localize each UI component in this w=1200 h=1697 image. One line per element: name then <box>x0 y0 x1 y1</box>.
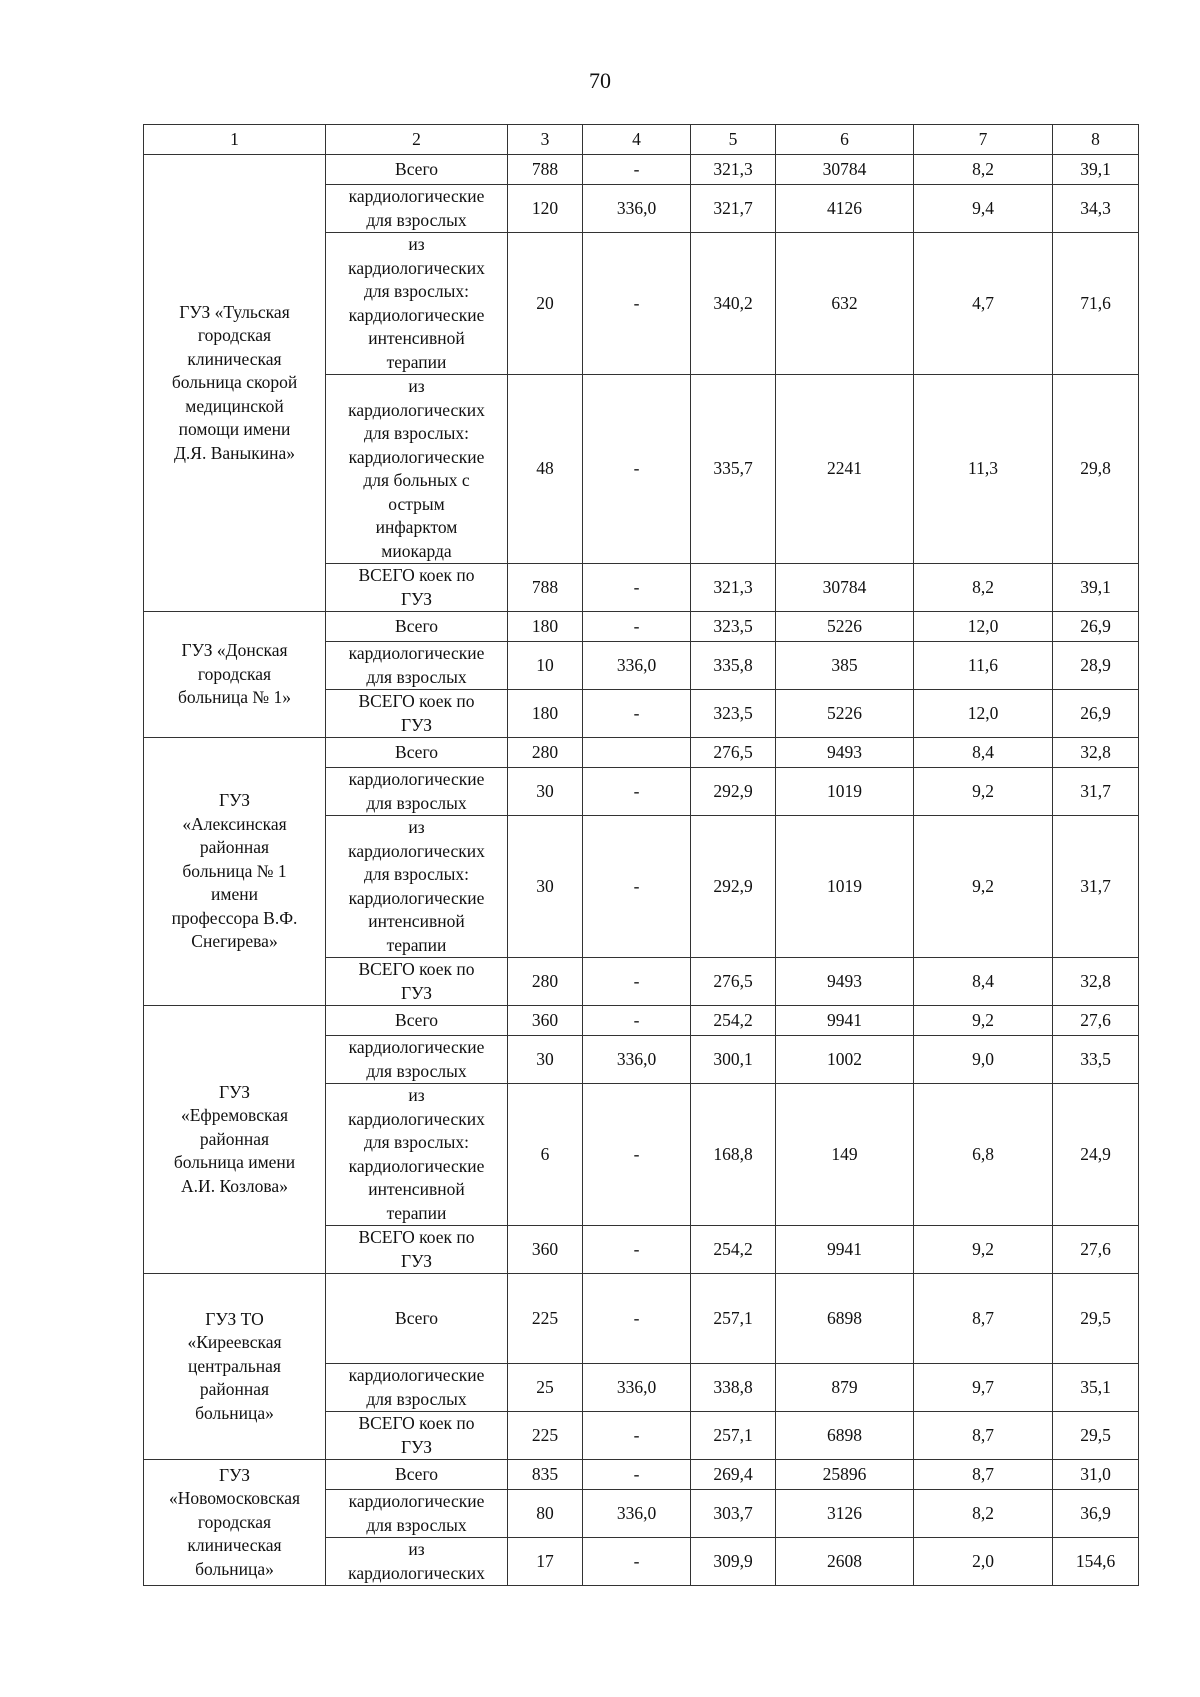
column-number: 5 <box>691 125 776 155</box>
value-cell: 12,0 <box>914 690 1053 738</box>
bed-profile-line: ВСЕГО коек по <box>358 691 475 711</box>
value-cell: 280 <box>508 958 583 1006</box>
bed-profile-line: Всего <box>395 741 438 762</box>
bed-profile-line: интенсивной <box>368 328 465 348</box>
organization-name-line: городская <box>197 663 272 684</box>
bed-profile-line: ГУЗ <box>400 982 433 1003</box>
column-number: 2 <box>326 125 508 155</box>
value-cell: 168,8 <box>691 1084 776 1226</box>
bed-profile-line: кардиологические <box>348 1037 485 1057</box>
beds-table <box>143 124 1139 1586</box>
value-cell: 257,1 <box>691 1274 776 1364</box>
bed-profile-line: кардиологические <box>348 1155 485 1176</box>
bed-profile-line: интенсивной <box>368 1179 465 1199</box>
bed-profile-line: ГУЗ <box>400 588 433 609</box>
table-row <box>144 612 1139 642</box>
value-cell: 17 <box>508 1538 583 1586</box>
bed-profile <box>326 233 508 375</box>
value-cell: 5226 <box>776 690 914 738</box>
organization-name-line: «Киреевская <box>187 1332 282 1353</box>
bed-profile <box>326 1226 508 1274</box>
organization-name-line: больница скорой <box>171 372 298 393</box>
organization-name <box>144 1274 326 1460</box>
value-cell: 8,2 <box>914 1490 1053 1538</box>
bed-profile-line: кардиологические <box>348 304 485 325</box>
table-row <box>144 1006 1139 1036</box>
bed-profile <box>326 1460 508 1490</box>
value-cell: 4126 <box>776 185 914 233</box>
bed-profile-line: из <box>408 817 425 837</box>
bed-profile <box>326 1274 508 1364</box>
value-cell: 1002 <box>776 1036 914 1084</box>
value-cell: 8,7 <box>914 1274 1053 1364</box>
table-row <box>144 1274 1139 1364</box>
value-cell: - <box>583 1538 691 1586</box>
organization-name-line: имени <box>211 884 258 905</box>
value-cell: 879 <box>776 1364 914 1412</box>
organization-name-line: больница № 1 <box>182 860 287 881</box>
value-cell: 6,8 <box>914 1084 1053 1226</box>
value-cell: 34,3 <box>1053 185 1139 233</box>
value-cell: 9941 <box>776 1006 914 1036</box>
value-cell: 29,5 <box>1053 1412 1139 1460</box>
organization-name-line: клиническая <box>187 1535 282 1556</box>
value-cell: 10 <box>508 642 583 690</box>
organization-name <box>144 612 326 738</box>
organization-name <box>144 1460 326 1586</box>
value-cell: 9493 <box>776 958 914 1006</box>
bed-profile-line: терапии <box>386 351 447 372</box>
value-cell: 30 <box>508 768 583 816</box>
organization-name-line: медицинской <box>185 395 284 416</box>
organization-name <box>144 1006 326 1274</box>
bed-profile-line: для взрослых: <box>363 423 470 443</box>
value-cell: - <box>583 612 691 642</box>
value-cell: - <box>583 816 691 958</box>
bed-profile-line: из <box>408 234 425 254</box>
value-cell: - <box>583 155 691 185</box>
bed-profile-line: Всего <box>395 1009 438 1030</box>
bed-profile <box>326 1538 508 1586</box>
table-row <box>144 1460 1139 1490</box>
organization-name-line: ГУЗ <box>218 1464 251 1485</box>
value-cell: 336,0 <box>583 185 691 233</box>
bed-profile-line: ГУЗ <box>400 1250 433 1271</box>
bed-profile <box>326 185 508 233</box>
value-cell: 321,7 <box>691 185 776 233</box>
bed-profile-line: кардиологические <box>348 887 485 908</box>
value-cell: 360 <box>508 1006 583 1036</box>
value-cell: 338,8 <box>691 1364 776 1412</box>
value-cell: 25 <box>508 1364 583 1412</box>
value-cell: 788 <box>508 155 583 185</box>
value-cell: 8,7 <box>914 1412 1053 1460</box>
bed-profile-line: острым <box>388 493 445 514</box>
value-cell: 360 <box>508 1226 583 1274</box>
value-cell: 269,4 <box>691 1460 776 1490</box>
bed-profile-line: кардиологические <box>348 1365 485 1385</box>
value-cell: 36,9 <box>1053 1490 1139 1538</box>
value-cell: 26,9 <box>1053 612 1139 642</box>
bed-profile-line: ВСЕГО коек по <box>358 959 475 979</box>
value-cell: 180 <box>508 612 583 642</box>
value-cell: 336,0 <box>583 1490 691 1538</box>
bed-profile <box>326 564 508 612</box>
table-row <box>144 155 1139 185</box>
bed-profile-line: для взрослых <box>366 1060 467 1081</box>
organization-name-line: ГУЗ <box>218 790 251 811</box>
value-cell: 35,1 <box>1053 1364 1139 1412</box>
bed-profile-line: из <box>408 1085 425 1105</box>
value-cell: 9493 <box>776 738 914 768</box>
value-cell: 39,1 <box>1053 155 1139 185</box>
organization-name-line: ГУЗ «Тульская <box>179 301 290 322</box>
bed-profile-line: ГУЗ <box>400 714 433 735</box>
value-cell: 28,9 <box>1053 642 1139 690</box>
value-cell: 30784 <box>776 155 914 185</box>
value-cell: 9,4 <box>914 185 1053 233</box>
value-cell: 323,5 <box>691 690 776 738</box>
bed-profile-line: терапии <box>386 934 447 955</box>
value-cell: - <box>583 564 691 612</box>
bed-profile-line: для взрослых: <box>363 1132 470 1152</box>
organization-name-line: ГУЗ ТО <box>205 1308 264 1329</box>
value-cell: 336,0 <box>583 1364 691 1412</box>
value-cell: 6 <box>508 1084 583 1226</box>
value-cell: 8,7 <box>914 1460 1053 1490</box>
value-cell: 9,7 <box>914 1364 1053 1412</box>
value-cell: - <box>583 1412 691 1460</box>
value-cell: 31,0 <box>1053 1460 1139 1490</box>
organization-name-line: «Алексинская <box>182 813 287 834</box>
value-cell: 9,2 <box>914 816 1053 958</box>
value-cell: 1019 <box>776 816 914 958</box>
value-cell: 8,4 <box>914 738 1053 768</box>
organization-name-line: больница № 1» <box>178 687 291 708</box>
bed-profile-line: для взрослых <box>366 666 467 687</box>
bed-profile <box>326 375 508 564</box>
organization-name-line: районная <box>199 1379 270 1400</box>
value-cell: 632 <box>776 233 914 375</box>
value-cell: 336,0 <box>583 1036 691 1084</box>
value-cell: 24,9 <box>1053 1084 1139 1226</box>
organization-name <box>144 155 326 612</box>
value-cell: 292,9 <box>691 768 776 816</box>
organization-name-line: помощи имени <box>178 419 291 440</box>
bed-profile <box>326 1490 508 1538</box>
value-cell: - <box>583 768 691 816</box>
bed-profile <box>326 958 508 1006</box>
value-cell: 276,5 <box>691 958 776 1006</box>
bed-profile <box>326 1006 508 1036</box>
table-body <box>144 125 1139 1586</box>
header-row <box>144 125 1139 155</box>
bed-profile <box>326 612 508 642</box>
value-cell <box>583 738 691 768</box>
bed-profile-line: Всего <box>395 158 438 179</box>
organization-name-line: клиническая <box>187 348 282 369</box>
value-cell: 120 <box>508 185 583 233</box>
bed-profile-line: Всего <box>395 1307 438 1328</box>
value-cell: - <box>583 1274 691 1364</box>
bed-profile-line: для больных с <box>363 470 470 490</box>
bed-profile <box>326 738 508 768</box>
bed-profile-line: Всего <box>395 615 438 636</box>
bed-profile-line: ГУЗ <box>400 1436 433 1457</box>
bed-profile-line: из <box>408 376 425 396</box>
column-number: 3 <box>508 125 583 155</box>
value-cell: 9941 <box>776 1226 914 1274</box>
value-cell: 835 <box>508 1460 583 1490</box>
value-cell: 2608 <box>776 1538 914 1586</box>
value-cell: 11,3 <box>914 375 1053 564</box>
page-number: 70 <box>589 68 611 93</box>
organization-name-line: ГУЗ <box>218 1081 251 1102</box>
organization-name-line: районная <box>199 1128 270 1149</box>
bed-profile-line: кардиологических <box>348 257 485 278</box>
bed-profile-line: кардиологических <box>348 840 485 861</box>
organization-name-line: городская <box>197 1511 272 1532</box>
bed-profile-line: интенсивной <box>368 911 465 931</box>
bed-profile-line: кардиологических <box>348 399 485 420</box>
value-cell: 80 <box>508 1490 583 1538</box>
bed-profile-line: кардиологические <box>348 446 485 467</box>
value-cell: 300,1 <box>691 1036 776 1084</box>
organization-name-line: «Ефремовская <box>180 1105 289 1126</box>
value-cell: 385 <box>776 642 914 690</box>
value-cell: 303,7 <box>691 1490 776 1538</box>
bed-profile <box>326 768 508 816</box>
column-number: 8 <box>1053 125 1139 155</box>
value-cell: 25896 <box>776 1460 914 1490</box>
value-cell: 33,5 <box>1053 1036 1139 1084</box>
organization-name-line: центральная <box>188 1355 281 1376</box>
bed-profile-line: для взрослых: <box>363 864 470 884</box>
organization-name-line: больница» <box>195 1558 274 1579</box>
value-cell: 4,7 <box>914 233 1053 375</box>
organization-name-line: больница» <box>195 1402 274 1423</box>
organization-name-line: «Новомосковская <box>168 1488 301 1509</box>
organization-name-line: ГУЗ «Донская <box>181 640 288 661</box>
value-cell: 12,0 <box>914 612 1053 642</box>
bed-profile-line: из <box>408 1539 425 1559</box>
organization-name-line: профессора В.Ф. <box>171 907 298 928</box>
value-cell: 29,8 <box>1053 375 1139 564</box>
value-cell: 30 <box>508 1036 583 1084</box>
value-cell: 26,9 <box>1053 690 1139 738</box>
value-cell: - <box>583 690 691 738</box>
value-cell: 32,8 <box>1053 738 1139 768</box>
value-cell: 280 <box>508 738 583 768</box>
value-cell: 321,3 <box>691 155 776 185</box>
value-cell: 276,5 <box>691 738 776 768</box>
bed-profile-line: терапии <box>386 1202 447 1223</box>
value-cell: 2241 <box>776 375 914 564</box>
organization-name <box>144 738 326 1006</box>
value-cell: 309,9 <box>691 1538 776 1586</box>
value-cell: 340,2 <box>691 233 776 375</box>
bed-profile <box>326 816 508 958</box>
value-cell: 225 <box>508 1274 583 1364</box>
bed-profile-line: миокарда <box>381 540 452 561</box>
organization-name-line: А.И. Козлова» <box>181 1175 288 1196</box>
bed-profile-line: кардиологических <box>348 1562 485 1583</box>
value-cell: 9,2 <box>914 768 1053 816</box>
organization-name-line: больница имени <box>173 1152 296 1173</box>
value-cell: - <box>583 1084 691 1226</box>
value-cell: - <box>583 1226 691 1274</box>
value-cell: - <box>583 1460 691 1490</box>
value-cell: 292,9 <box>691 816 776 958</box>
bed-profile-line: кардиологические <box>348 186 485 206</box>
bed-profile <box>326 642 508 690</box>
bed-profile <box>326 1036 508 1084</box>
bed-profile-line: инфарктом <box>375 517 458 537</box>
bed-profile-line: ВСЕГО коек по <box>358 1227 475 1247</box>
value-cell: 1019 <box>776 768 914 816</box>
value-cell: 31,7 <box>1053 816 1139 958</box>
column-number: 4 <box>583 125 691 155</box>
value-cell: 335,8 <box>691 642 776 690</box>
bed-profile-line: ВСЕГО коек по <box>358 565 475 585</box>
bed-profile-line: ВСЕГО коек по <box>358 1413 475 1433</box>
organization-name-line: городская <box>197 325 272 346</box>
value-cell: 29,5 <box>1053 1274 1139 1364</box>
value-cell: 149 <box>776 1084 914 1226</box>
bed-profile <box>326 155 508 185</box>
organization-name-line: Д.Я. Ваныкина» <box>173 442 296 463</box>
bed-profile <box>326 690 508 738</box>
bed-profile-line: для взрослых <box>366 1388 467 1409</box>
value-cell: 225 <box>508 1412 583 1460</box>
value-cell: 336,0 <box>583 642 691 690</box>
bed-profile-line: Всего <box>395 1463 438 1484</box>
value-cell: 180 <box>508 690 583 738</box>
value-cell: 30 <box>508 816 583 958</box>
value-cell: 8,2 <box>914 564 1053 612</box>
column-number: 6 <box>776 125 914 155</box>
value-cell: 30784 <box>776 564 914 612</box>
organization-name-line: районная <box>199 837 270 858</box>
value-cell: 8,4 <box>914 958 1053 1006</box>
value-cell: 32,8 <box>1053 958 1139 1006</box>
bed-profile-line: кардиологических <box>348 1108 485 1129</box>
value-cell: 335,7 <box>691 375 776 564</box>
bed-profile-line: для взрослых: <box>363 281 470 301</box>
value-cell: 20 <box>508 233 583 375</box>
value-cell: 9,0 <box>914 1036 1053 1084</box>
value-cell: - <box>583 233 691 375</box>
bed-profile-line: для взрослых <box>366 792 467 813</box>
value-cell: - <box>583 1006 691 1036</box>
organization-name-line: Снегирева» <box>191 931 278 952</box>
column-number: 7 <box>914 125 1053 155</box>
value-cell: 31,7 <box>1053 768 1139 816</box>
value-cell: 254,2 <box>691 1226 776 1274</box>
value-cell: 48 <box>508 375 583 564</box>
value-cell: 27,6 <box>1053 1006 1139 1036</box>
value-cell: 8,2 <box>914 155 1053 185</box>
value-cell: 27,6 <box>1053 1226 1139 1274</box>
bed-profile <box>326 1364 508 1412</box>
value-cell: 5226 <box>776 612 914 642</box>
value-cell: - <box>583 375 691 564</box>
value-cell: 9,2 <box>914 1226 1053 1274</box>
bed-profile-line: кардиологические <box>348 1491 485 1511</box>
value-cell: 254,2 <box>691 1006 776 1036</box>
value-cell: 11,6 <box>914 642 1053 690</box>
bed-profile-line: для взрослых <box>366 209 467 230</box>
bed-profile-line: кардиологические <box>348 769 485 789</box>
value-cell: 788 <box>508 564 583 612</box>
value-cell: 257,1 <box>691 1412 776 1460</box>
value-cell: - <box>583 958 691 1006</box>
value-cell: 71,6 <box>1053 233 1139 375</box>
value-cell: 154,6 <box>1053 1538 1139 1586</box>
value-cell: 6898 <box>776 1274 914 1364</box>
value-cell: 6898 <box>776 1412 914 1460</box>
value-cell: 321,3 <box>691 564 776 612</box>
bed-profile-line: кардиологические <box>348 643 485 663</box>
bed-profile <box>326 1084 508 1226</box>
bed-profile-line: для взрослых <box>366 1514 467 1535</box>
value-cell: 2,0 <box>914 1538 1053 1586</box>
value-cell: 9,2 <box>914 1006 1053 1036</box>
column-number: 1 <box>144 125 326 155</box>
value-cell: 323,5 <box>691 612 776 642</box>
bed-profile <box>326 1412 508 1460</box>
value-cell: 3126 <box>776 1490 914 1538</box>
table-row <box>144 738 1139 768</box>
value-cell: 39,1 <box>1053 564 1139 612</box>
